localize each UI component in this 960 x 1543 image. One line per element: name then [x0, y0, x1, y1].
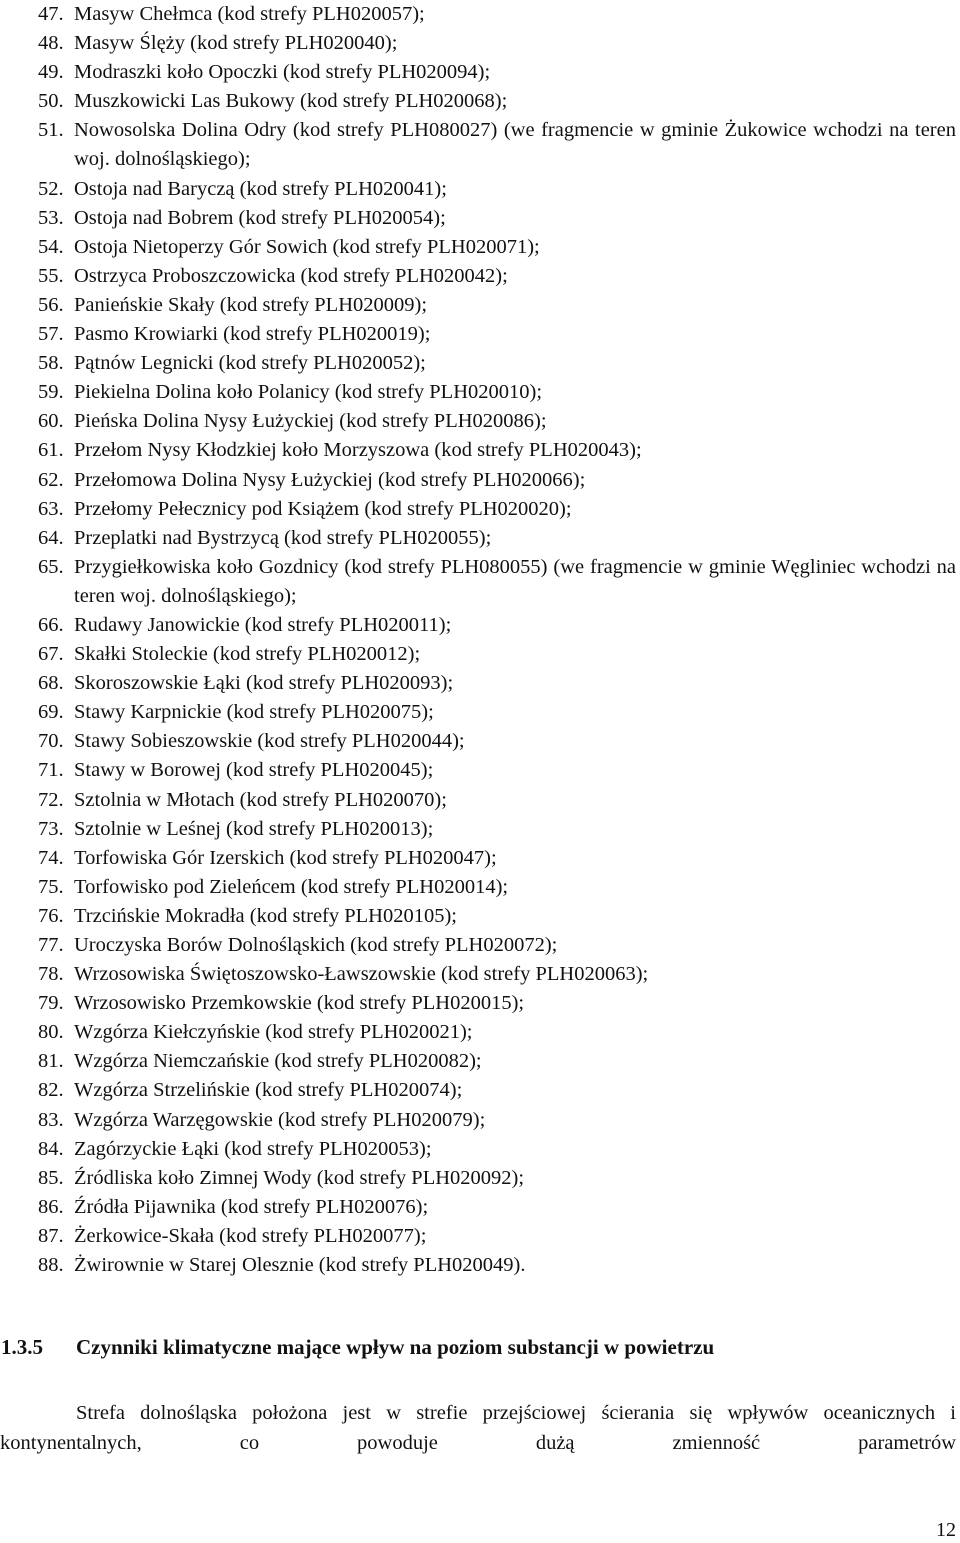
- list-item: [0, 931, 960, 960]
- body-paragraph: [0, 1399, 956, 1458]
- list-item-number: 64.: [38, 526, 64, 549]
- list-item-text: Pątnów Legnicki (kod strefy PLH020052);: [74, 352, 426, 375]
- list-item: [0, 786, 960, 815]
- list-item-number: 54.: [38, 235, 64, 258]
- list-item: [0, 756, 960, 785]
- list-item-number: 87.: [38, 1224, 64, 1247]
- list-item: [0, 669, 960, 698]
- list-item-text: Stawy Sobieszowskie (kod strefy PLH020044);: [74, 730, 465, 753]
- list-item-number: 82.: [38, 1079, 64, 1102]
- paragraph-text: Strefa dolnośląska położona jest w strefie przejściowej ścierania się wpływów oceanicznych i kontynentalnych, co powoduje dużą zmienność parametrów: [0, 1402, 956, 1454]
- list-item-number: 83.: [38, 1108, 64, 1131]
- list-item: [0, 815, 960, 844]
- list-item: [0, 1047, 960, 1076]
- section-title: Czynniki klimatyczne mające wpływ na poziom substancji w powietrzu: [76, 1335, 715, 1359]
- list-item-text: Stawy w Borowej (kod strefy PLH020045);: [74, 759, 434, 782]
- list-item-text: Przeplatki nad Bystrzycą (kod strefy PLH020055);: [74, 526, 492, 549]
- list-item: [0, 466, 960, 495]
- list-item: [0, 698, 960, 727]
- list-item-text: Skałki Stoleckie (kod strefy PLH020012);: [74, 643, 421, 666]
- list-item-number: 53.: [38, 206, 64, 229]
- list-item-text: Torfowisko pod Zieleńcem (kod strefy PLH020014);: [74, 875, 509, 898]
- list-item: [0, 436, 960, 465]
- list-item: [0, 640, 960, 669]
- list-item-text: Rudawy Janowickie (kod strefy PLH020011);: [74, 613, 452, 636]
- list-item-text: Pasmo Krowiarki (kod strefy PLH020019);: [74, 323, 431, 346]
- list-item: [0, 1222, 960, 1251]
- list-item: [0, 233, 960, 262]
- list-item: [0, 1076, 960, 1105]
- list-item-number: 59.: [38, 381, 64, 404]
- list-item: [0, 524, 960, 553]
- list-item-number: 72.: [38, 788, 64, 811]
- list-item: [0, 902, 960, 931]
- list-item-number: 49.: [38, 61, 64, 84]
- list-item-number: 56.: [38, 293, 64, 316]
- list-item-number: 80.: [38, 1021, 64, 1044]
- list-item-number: 86.: [38, 1195, 64, 1218]
- list-item-text: Żwirownie w Starej Olesznie (kod strefy PLH020049).: [74, 1254, 526, 1277]
- list-item-number: 58.: [38, 352, 64, 375]
- list-item-text: Modraszki koło Opoczki (kod strefy PLH020094);: [74, 61, 491, 84]
- list-item: [0, 204, 960, 233]
- list-item-number: 63.: [38, 497, 64, 520]
- list-item-text: Pieńska Dolina Nysy Łużyckiej (kod strefy PLH020086);: [74, 410, 547, 433]
- list-item-text: Wzgórza Kiełczyńskie (kod strefy PLH020021);: [74, 1021, 473, 1044]
- list-item-text: Źródliska koło Zimnej Wody (kod strefy PLH020092);: [74, 1166, 525, 1189]
- list-item-number: 88.: [38, 1254, 64, 1277]
- list-item: [0, 1164, 960, 1193]
- list-item-number: 55.: [38, 264, 64, 287]
- list-item: [0, 1251, 960, 1280]
- list-item-number: 57.: [38, 323, 64, 346]
- list-item-number: 62.: [38, 468, 64, 491]
- list-item-number: 74.: [38, 846, 64, 869]
- list-item-text: Piekielna Dolina koło Polanicy (kod strefy PLH020010);: [74, 381, 543, 404]
- list-item: [0, 1135, 960, 1164]
- list-item-number: 50.: [38, 90, 64, 113]
- list-item-text: Muszkowicki Las Bukowy (kod strefy PLH020068);: [74, 90, 508, 113]
- list-item-number: 77.: [38, 934, 64, 956]
- list-item-number: 51.: [38, 119, 64, 142]
- list-item-number: 78.: [38, 963, 64, 986]
- list-item-number: 73.: [38, 817, 64, 840]
- list-item: [0, 262, 960, 291]
- list-item: [0, 116, 960, 174]
- list-item-number: 67.: [38, 643, 64, 666]
- list-item-text: Masyw Ślęży (kod strefy PLH020040);: [74, 32, 398, 55]
- list-item-text: Wzgórza Niemczańskie (kod strefy PLH020082);: [74, 1050, 482, 1073]
- list-item-text: Nowosolska Dolina Odry (kod strefy PLH080027) (we fragmencie w gminie Żukowice wchodzi na teren woj. dolnośląskiego);: [74, 119, 956, 171]
- list-item-text: Torfowiska Gór Izerskich (kod strefy PLH020047);: [74, 846, 497, 869]
- list-item-number: 76.: [38, 904, 64, 927]
- list-item: [0, 727, 960, 756]
- list-item: [0, 87, 960, 116]
- list-item: [0, 553, 960, 611]
- list-item-number: 66.: [38, 613, 64, 636]
- list-item-number: 69.: [38, 701, 64, 724]
- list-item-text: Uroczyska Borów Dolnośląskich (kod strefy PLH020072);: [74, 934, 558, 956]
- list-item-number: 61.: [38, 439, 64, 462]
- list-item-text: Przygiełkowiska koło Gozdnicy (kod strefy PLH080055) (we fragmencie w gminie Węgliniec wchodzi na teren woj. dolnośląskiego);: [74, 555, 956, 607]
- list-item: [0, 378, 960, 407]
- list-item-text: Wrzosowiska Świętoszowsko-Ławszowskie (kod strefy PLH020063);: [74, 963, 649, 986]
- list-item: [0, 1193, 960, 1222]
- list-item-number: 52.: [38, 177, 64, 200]
- list-item-number: 75.: [38, 875, 64, 898]
- list-item: [0, 611, 960, 640]
- list-item: [0, 960, 960, 989]
- list-item-text: Sztolnie w Leśnej (kod strefy PLH020013);: [74, 817, 434, 840]
- list-item: [0, 0, 960, 29]
- list-item-text: Zagórzyckie Łąki (kod strefy PLH020053);: [74, 1137, 432, 1160]
- list-item-text: Źródła Pijawnika (kod strefy PLH020076);: [74, 1195, 429, 1218]
- list-item-text: Przełom Nysy Kłodzkiej koło Morzyszowa (kod strefy PLH020043);: [74, 439, 642, 462]
- list-item-text: Wrzosowisko Przemkowskie (kod strefy PLH020015);: [74, 992, 525, 1015]
- list-item: [0, 873, 960, 902]
- list-item: [0, 320, 960, 349]
- list-item-text: Ostoja nad Baryczą (kod strefy PLH020041);: [74, 177, 447, 200]
- list-item-text: Ostoja nad Bobrem (kod strefy PLH020054);: [74, 206, 446, 229]
- list-item-text: Trzcińskie Mokradła (kod strefy PLH020105);: [74, 904, 457, 927]
- list-item-text: Sztolnia w Młotach (kod strefy PLH020070);: [74, 788, 447, 811]
- list-item-text: Ostrzyca Proboszczowicka (kod strefy PLH020042);: [74, 264, 508, 287]
- list-item-number: 85.: [38, 1166, 64, 1189]
- list-item-text: Stawy Karpnickie (kod strefy PLH020075);: [74, 701, 434, 724]
- list-item: [0, 175, 960, 204]
- list-item: [0, 1018, 960, 1047]
- list-item-text: Wzgórza Strzelińskie (kod strefy PLH020074);: [74, 1079, 463, 1102]
- list-item-number: 60.: [38, 410, 64, 433]
- list-item-text: Wzgórza Warzęgowskie (kod strefy PLH020079);: [74, 1108, 486, 1131]
- list-item-number: 47.: [38, 3, 64, 25]
- list-item: [0, 844, 960, 873]
- list-item: [0, 349, 960, 378]
- list-item: [0, 495, 960, 524]
- list-item: [0, 291, 960, 320]
- list-item-number: 71.: [38, 759, 64, 782]
- list-item-number: 48.: [38, 32, 64, 55]
- list-item: [0, 58, 960, 87]
- list-item-text: Skoroszowskie Łąki (kod strefy PLH020093);: [74, 672, 454, 695]
- list-item-number: 68.: [38, 672, 64, 695]
- list-item-number: 81.: [38, 1050, 64, 1073]
- list-item-number: 65.: [38, 555, 64, 578]
- list-item-number: 70.: [38, 730, 64, 753]
- list-item-text: Panieńskie Skały (kod strefy PLH020009);: [74, 293, 428, 316]
- list-item-text: Żerkowice-Skała (kod strefy PLH020077);: [74, 1224, 427, 1247]
- list-item-text: Przełomowa Dolina Nysy Łużyckiej (kod strefy PLH020066);: [74, 468, 586, 491]
- section-heading: [0, 1332, 960, 1362]
- list-item: [0, 1106, 960, 1135]
- list-item-number: 79.: [38, 992, 64, 1015]
- list-item: [0, 989, 960, 1018]
- list-item-text: Ostoja Nietoperzy Gór Sowich (kod strefy PLH020071);: [74, 235, 540, 258]
- list-item: [0, 407, 960, 436]
- list-item-number: 84.: [38, 1137, 64, 1160]
- list-item: [0, 29, 960, 58]
- page-number: 12: [936, 1519, 956, 1541]
- list-item-text: Masyw Chełmca (kod strefy PLH020057);: [74, 3, 425, 25]
- list-item-text: Przełomy Pełecznicy pod Książem (kod strefy PLH020020);: [74, 497, 572, 520]
- section-number: 1.3.5: [1, 1335, 43, 1359]
